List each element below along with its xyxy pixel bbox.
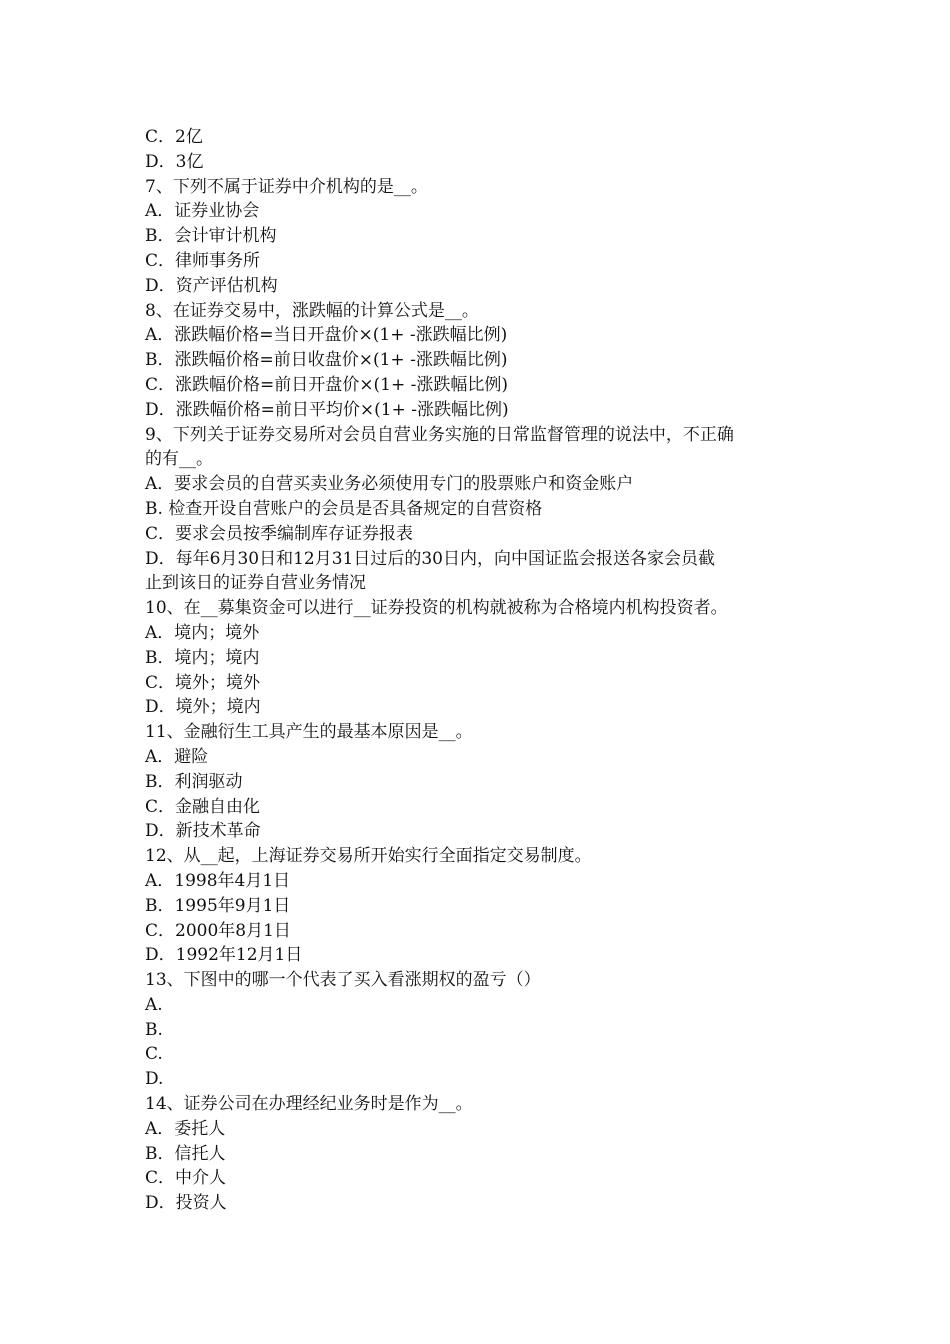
option-line: D．新技术革命 [145,821,261,842]
option-line: C．境外；境外 [145,672,261,693]
option-line: B．境内；境内 [145,647,260,668]
option-line: D．境外；境内 [145,697,261,718]
option-line-continued: 止到该日的证券自营业务情况 [145,573,366,594]
option-line: D．投资人 [145,1193,227,1214]
option-line: C．要求会员按季编制库存证券报表 [145,523,414,544]
question-line: 10、在__募集资金可以进行__证券投资的机构就被称为合格境内机构投资者。 [145,598,728,619]
option-line: A．证券业协会 [145,201,260,222]
option-line: D．3亿 [145,151,204,172]
option-line: B. [145,1019,163,1040]
option-line: A. [145,994,163,1015]
option-line: A．境内；境外 [145,622,260,643]
option-line: C. [145,1044,163,1065]
question-line-continued: 的有__。 [145,449,213,470]
option-line: A．涨跌幅价格=当日开盘价×(1+ -涨跌幅比例) [145,325,508,346]
option-line: D．涨跌幅价格=前日平均价×(1+ -涨跌幅比例) [145,399,509,420]
option-line: B．涨跌幅价格=前日收盘价×(1+ -涨跌幅比例) [145,350,508,371]
question-line: 11、金融衍生工具产生的最基本原因是__。 [145,722,473,743]
option-line: C．金融自由化 [145,796,261,817]
option-line: D．资产评估机构 [145,275,278,296]
document-body [145,125,810,1216]
option-line: D．1992年12月1日 [145,945,303,966]
option-line: D. [145,1069,164,1090]
question-line: 14、证券公司在办理经纪业务时是作为__。 [145,1094,473,1115]
option-line: B. 检查开设自营账户的会员是否具备规定的自营资格 [145,498,543,519]
option-line: B．利润驱动 [145,771,243,792]
option-line: A．要求会员的自营买卖业务必须使用专门的股票账户和资金账户 [145,474,634,495]
question-line: 8、在证券交易中，涨跌幅的计算公式是__。 [145,300,479,321]
option-line: B．会计审计机构 [145,226,277,247]
question-line: 12、从__起，上海证券交易所开始实行全面指定交易制度。 [145,846,592,867]
question-line: 7、下列不属于证券中介机构的是__。 [145,176,428,197]
option-line: C．律师事务所 [145,250,261,271]
question-line: 13、下图中的哪一个代表了买入看涨期权的盈亏（） [145,970,541,991]
option-line: C．2亿 [145,127,203,147]
option-line: C．涨跌幅价格=前日开盘价×(1+ -涨跌幅比例) [145,374,508,395]
question-line: 9、下列关于证券交易所对会员自营业务实施的日常监督管理的说法中，不正确 [145,424,734,445]
option-line: A．1998年4月1日 [145,870,291,891]
option-line: A．委托人 [145,1118,226,1139]
option-line: B．1995年9月1日 [145,895,291,916]
option-line: C．中介人 [145,1168,227,1189]
option-line: A．避险 [145,746,209,767]
option-line: B．信托人 [145,1143,226,1164]
option-line: C．2000年8月1日 [145,920,291,941]
option-line: D．每年6月30日和12月31日过后的30日内，向中国证监会报送各家会员截 [145,548,715,569]
